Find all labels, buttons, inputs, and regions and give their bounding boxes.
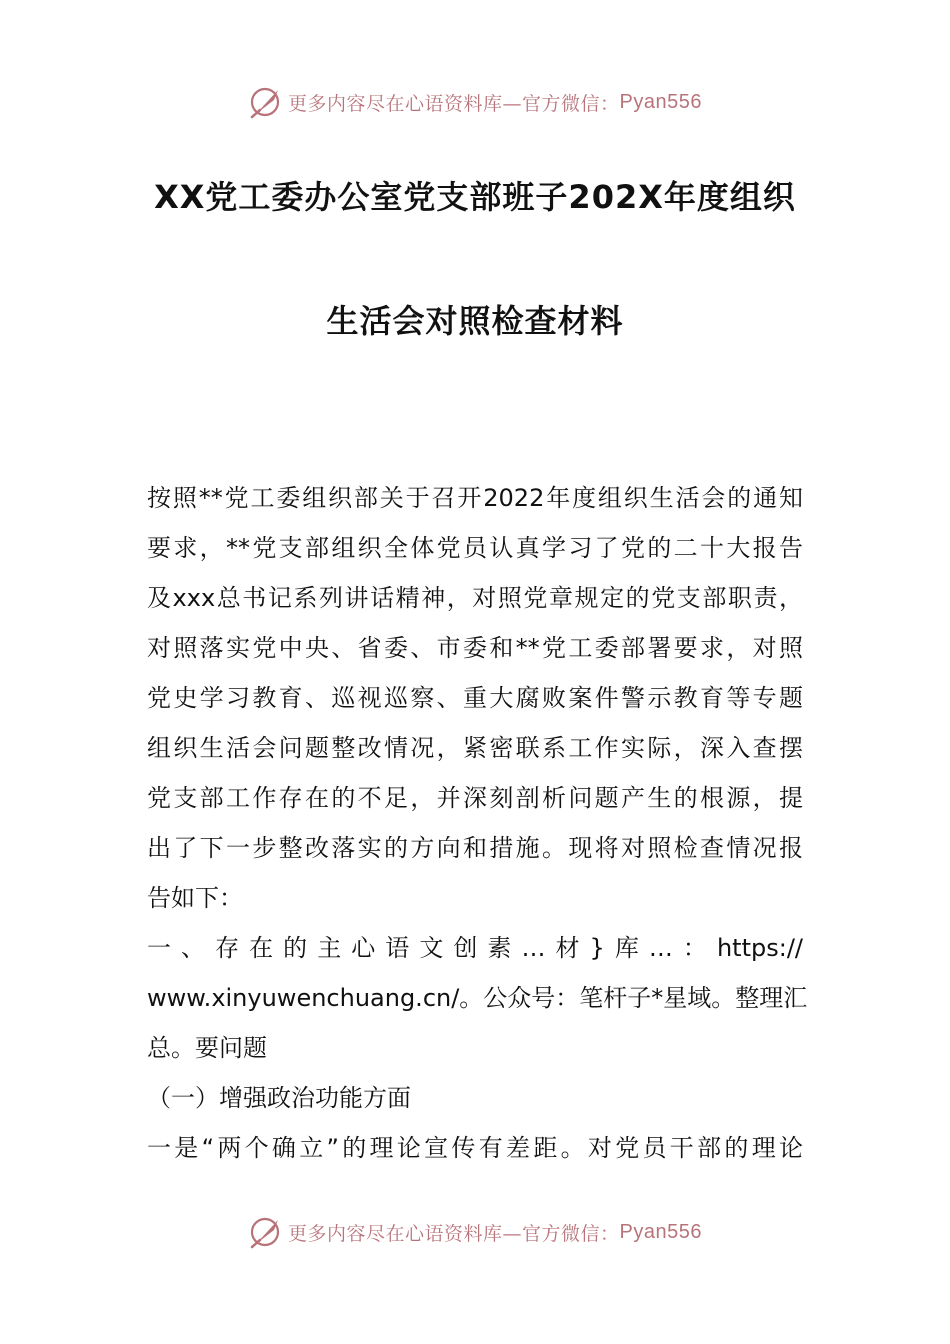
intro-line: 及xxx总书记系列讲话精神，对照党章规定的党支部职责， xyxy=(147,584,803,612)
intro-line: 党支部工作存在的不足，并深刻剖析问题产生的根源，提 xyxy=(147,784,803,812)
watermark-banner-top xyxy=(0,82,950,122)
watermark-banner-bottom xyxy=(0,1212,950,1252)
document-title-line-1: XX党工委办公室党支部班子202X年度组织 xyxy=(154,178,796,216)
section-heading-line: 一、存在的主心语文创素…材}库…：https:// xyxy=(147,934,803,962)
document-title-line-2: 生活会对照检查材料 xyxy=(326,302,624,340)
intro-line: 对照落实党中央、省委、市委和**党工委部署要求，对照 xyxy=(147,634,803,662)
watermark-text: 更多内容尽在心语资料库—官方微信： xyxy=(288,1222,620,1245)
subsection-heading: （一）增强政治功能方面 xyxy=(147,1084,411,1112)
watermark-text: 更多内容尽在心语资料库—官方微信： xyxy=(288,92,620,115)
watermark-wechat-id: Pyan556 xyxy=(619,1220,702,1243)
section-heading-line: www.xinyuwenchuang.cn/。公众号：笔杆子*星域。整理汇 xyxy=(147,984,808,1012)
paragraph-line: 一是“两个确立”的理论宣传有差距。对党员干部的理论 xyxy=(147,1134,803,1162)
intro-line: 要求，**党支部组织全体党员认真学习了党的二十大报告 xyxy=(147,534,803,562)
intro-line: 党史学习教育、巡视巡察、重大腐败案件警示教育等专题 xyxy=(147,684,803,712)
intro-line: 组织生活会问题整改情况，紧密联系工作实际，深入查摆 xyxy=(147,734,803,762)
watermark-wechat-id: Pyan556 xyxy=(619,90,702,113)
quill-pen-logo-icon xyxy=(248,84,284,120)
quill-pen-logo-icon xyxy=(248,1214,284,1250)
section-heading-line: 总。要问题 xyxy=(147,1034,267,1062)
intro-line: 按照**党工委组织部关于召开2022年度组织生活会的通知 xyxy=(147,484,803,512)
intro-line: 告如下： xyxy=(147,884,243,912)
intro-line: 出了下一步整改落实的方向和措施。现将对照检查情况报 xyxy=(147,834,803,862)
document-body xyxy=(147,473,808,1173)
